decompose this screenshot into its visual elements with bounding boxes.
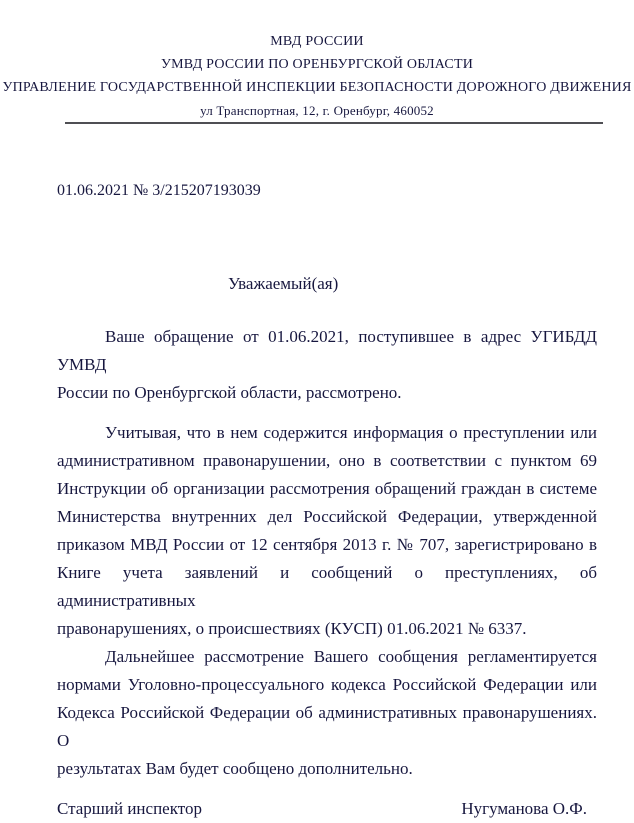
paragraph-2 — [57, 419, 597, 643]
letterhead — [0, 0, 634, 122]
org-name-line-3: УПРАВЛЕНИЕ ГОСУДАРСТВЕННОЙ ИНСПЕКЦИИ БЕЗОПАСНОСТИ ДОРОЖНОГО ДВИЖЕНИЯ — [2, 80, 632, 95]
body-line: Инструкции об организации рассмотрения обращений граждан в системе — [57, 479, 597, 498]
greeting-line: Уважаемый(ая) — [228, 274, 339, 293]
letter-body — [57, 323, 597, 783]
signer-position: Старший инспектор — [57, 799, 202, 818]
reference-line: 01.06.2021 № 3/215207193039 — [57, 182, 261, 199]
body-line: правонарушениях, о происшествиях (КУСП) 01.06.2021 № 6337. — [57, 619, 527, 638]
body-line: Учитывая, что в нем содержится информация о преступлении или — [105, 423, 597, 442]
org-name-line-1: МВД РОССИИ — [270, 34, 364, 49]
signature-row — [57, 795, 587, 823]
body-line: Дальнейшее рассмотрение Вашего сообщения регламентируется — [105, 647, 597, 666]
body-line: Ваше обращение от 01.06.2021, поступившее в адрес УГИБДД УМВД — [57, 327, 597, 374]
body-line: Министерства внутренних дел Российской Федерации, утвержденной — [57, 507, 597, 526]
signer-name: Нугуманова О.Ф. — [461, 799, 587, 818]
body-line: Кодекса Российской Федерации об административных правонарушениях. О — [57, 703, 597, 750]
body-line: административном правонарушении, оно в соответствии с пунктом 69 — [57, 451, 597, 470]
org-address: ул Транспортная, 12, г. Оренбург, 460052 — [200, 103, 434, 118]
paragraph-1 — [57, 323, 597, 407]
paragraph-3 — [57, 643, 597, 783]
body-line: Книге учета заявлений и сообщений о преступлениях, об административных — [57, 563, 597, 610]
letterhead-divider — [65, 122, 603, 124]
body-line: нормами Уголовно-процессуального кодекса Российской Федерации или — [57, 675, 597, 694]
org-name-line-2: УМВД РОССИИ ПО ОРЕНБУРГСКОЙ ОБЛАСТИ — [160, 57, 474, 72]
body-line: России по Оренбургской области, рассмотрено. — [57, 383, 402, 402]
body-line: приказом МВД России от 12 сентября 2013 г. № 707, зарегистрировано в — [57, 535, 597, 554]
body-line: результатах Вам будет сообщено дополнительно. — [57, 759, 413, 778]
